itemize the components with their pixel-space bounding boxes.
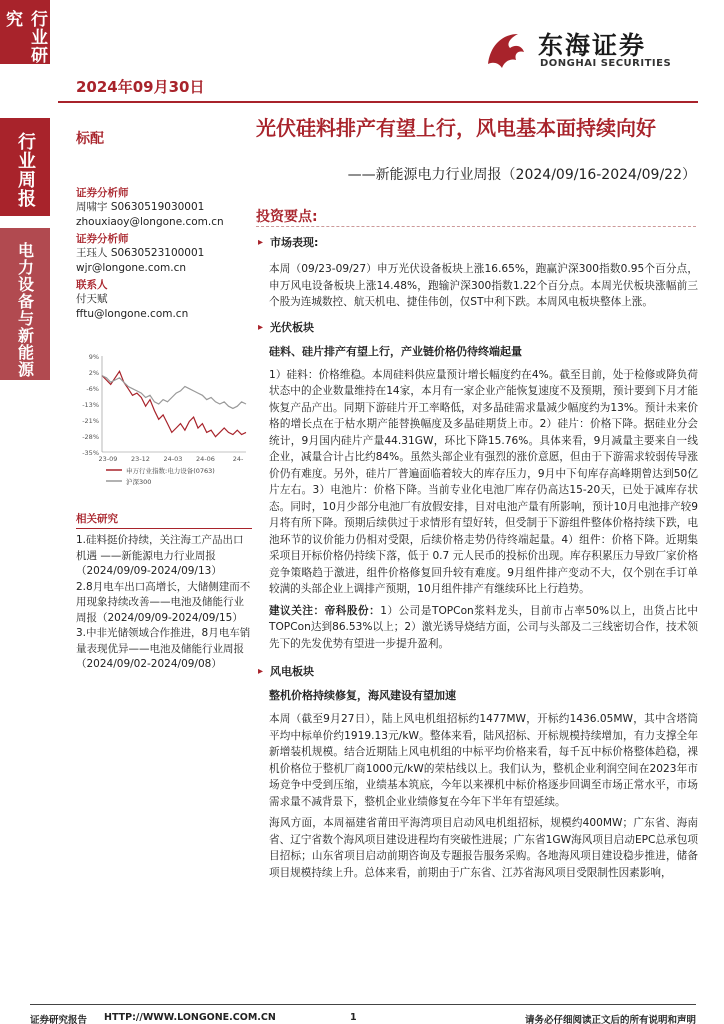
contact-label: 联系人 (76, 279, 108, 291)
pv-focus-paragraph (256, 603, 698, 653)
y-tick-label: -28% (82, 433, 99, 441)
report-title: 光伏硅料排产有望上行，风电基本面持续向好 (256, 116, 656, 140)
pv-subhead: 硅料、硅片排产有望上行，产业链价格仍待终端起量 (269, 344, 522, 358)
report-date: 2024年09月30日 (76, 78, 205, 96)
section-heading: 投资要点: (256, 209, 318, 225)
rating: 标配 (76, 131, 104, 147)
analyst-name: 周啸宇 S0630519030001 (76, 201, 205, 213)
analyst-email[interactable]: zhouxiaoy@longone.com.cn (76, 216, 224, 228)
page-number: 1 (350, 1012, 357, 1023)
footer-disclaimer: 请务必仔细阅读正文后的所有说明和声明 (524, 1015, 696, 1024)
market-bullet: ▸ 市场表现: (256, 235, 698, 251)
analyst-label: 证券分析师 (76, 187, 129, 199)
series-line-0 (102, 371, 246, 436)
contact-name: 付天赋 (76, 293, 108, 305)
analyst-email[interactable]: wjr@longone.com.cn (76, 262, 187, 274)
analyst-name: 王珏人 S0630523100001 (76, 247, 205, 259)
y-tick-label: 2% (88, 369, 99, 377)
left-column (76, 128, 246, 322)
analyst-label: 证券分析师 (76, 233, 129, 245)
wind-offshore-paragraph: 海风方面，本周福建省莆田平海湾项目启动风电机组招标，规模约400MW；广东省、海南省、辽宁省数个海风项目建设进程均有突破性进展；广东省1GW海风项目启动EPC总承包项目招标；山东省项目启动前期咨询及专题报告服务采购。各地海风项目建设稳步推进，储备项目规模持续上升。总体来看，前期由于广东省、江苏省海风项目受限制性因素影响， (269, 817, 698, 879)
y-tick-label: -35% (82, 449, 99, 457)
related-item[interactable]: 3.中非光储领域合作推进，8月电车销量表现优异——电池及储能行业周报（2024/09/02-2024/09/08） (76, 627, 251, 670)
performance-chart (76, 348, 252, 498)
y-tick-label: -21% (82, 417, 99, 425)
logo-cn-text: 东海证券 (538, 31, 647, 60)
side-band-weekly (0, 118, 50, 216)
y-tick-label: -13% (82, 401, 99, 409)
donghai-logo (480, 24, 690, 76)
footer-rule (30, 1004, 696, 1005)
x-tick-label: 23-12 (131, 455, 150, 463)
contact-email[interactable]: fftu@longone.com.cn (76, 308, 189, 320)
x-tick-label: 23-09 (98, 455, 118, 463)
wind-subhead: 整机价格持续修复，海风建设有望加速 (269, 689, 456, 702)
body-content (256, 235, 698, 881)
related-item[interactable]: 1.硅料挺价持续，关注海工产品出口机遇 ——新能源电力行业周报（2024/09/09-2024/09/13） (76, 534, 244, 577)
wind-bullet: ▸ 风电板块 (256, 664, 698, 680)
x-tick-label: 24-06 (196, 455, 215, 463)
related-research (76, 511, 252, 673)
related-item[interactable]: 2.8月电车出口高增长，大储侧建而不用现象持续改善——电池及储能行业周报（2024/09/09-2024/09/15） (76, 580, 251, 624)
x-tick-label: 24- (232, 455, 244, 463)
pv-paragraph: 1）硅料：价格维稳。本周硅料供应量预计增长幅度约在4%。截至目前，处于检修或降负荷状态中的企业数量维持在14家，本月有一家企业产能恢复速度不及预期，预计要到下月才能恢复产品产出。同期下游硅片开工率略低，对多晶硅需求量减少幅度约为13%。预计未来价格的增长点在于枯水期产能替换幅度及多晶硅期货上市。2）硅片：价格下降。据硅业分会统计，9月国内硅片产量44.31GW，环比下降15.76%。具体来看，9月减量主要来自一线企业，减量合计占比约84%。虽然头部企业有强烈的涨价意愿，但由于下游需求较弱传导涨价仍有难度。另外，硅片厂普遍面临着较大的库存压力，9月中下旬库存高峰期曾达到50亿片左右。3）电池片：价格下降。当前专业化电池厂库存仍高达15-20天，已处于减库存状态。同时，10月少部分电池厂有放假安排，目对电池产量有所影响，预计10月电池排产较9月将有所下降。预期后续供过于求情形有望好转，但受制于下游组件整体价格持续下跌，电池环节的议价能力仍相对受限，后续价格走势仍待终端起量。4）组件：价格下降。近期集采项目开标价格仍持续下落，低于 0.7 元人民币的投标价出现。库存积累压力导致厂家价格竞争策略趋于激进，组件价格修复回升较有难度。9月组件排产变动不大，仅个别在手订单较满的头部企业上调排产预期，10月组件排产有继续环比上行趋势。 (269, 368, 698, 595)
side-band-industry-research (0, 0, 50, 64)
logo-en-text: DONGHAI SECURITIES (540, 58, 672, 69)
pv-focus-label: 建议关注：帝科股份： (269, 604, 381, 617)
side-label-sector: 电力设备与新能源 (15, 242, 35, 378)
legend-label: 沪深300 (126, 478, 152, 486)
pv-focus-text: 1）公司是TOPCon浆料龙头，目前市占率50%以上，出货占比中TOPCon达到86.53%以上；2）激光诱导烧结方面，公司与头部及二三线密切合作，技术领先下的先发优势有望进一步提升盈利。 (269, 604, 699, 650)
pv-bullet: ▸ 光伏板块 (256, 320, 698, 336)
related-title: 相关研究 (76, 511, 252, 529)
footer-url[interactable]: HTTP://WWW.LONGONE.COM.CN (104, 1012, 276, 1023)
market-paragraph: 本周（09/23-09/27）申万光伏设备板块上涨16.65%，跑赢沪深300指数0.95个百分点，申万风电设备板块上涨14.48%，跑输沪深300指数1.22个百分点。本周光伏板块涨幅前三个股为连城数控、航天机电、捷佳伟创，仅ST中利下跌。本周风电板块整体上涨。 (269, 263, 698, 308)
header-rule (58, 101, 698, 103)
side-label-weekly: 行业周报 (15, 132, 36, 208)
side-label-industry-research: 行业研究 (2, 10, 47, 64)
y-tick-label: 9% (88, 353, 99, 361)
dragon-logo-icon (480, 24, 530, 74)
section-rule (256, 226, 696, 227)
wind-paragraph: 本周（截至9月27日），陆上风电机组招标约1477MW，开标约1436.05MW，其中含塔筒平均中标单价约1919.13元/kW。整体来看，陆风招标、开标规模持续增加，有力支撑全年新增装机规模。结合近期陆上风电机组的中标平均价格来看，每千瓦中标价格整体趋稳，裸机价格位于整机厂商1000元/kW的荣枯线以上。我们认为，整机企业利润空间在2023年市场竞争中受到压缩，业绩基本筑底，今年以来裸机中标价格逐步回调至市场正常水平，市场需求量不减背景下，整机企业业绩修复在今年下半年有望延续。 (269, 713, 698, 808)
legend-label: 申万行业指数:电力设备(0763) (126, 467, 215, 475)
y-tick-label: -6% (86, 385, 99, 393)
side-band-sector (0, 228, 50, 380)
x-tick-label: 24-03 (163, 455, 183, 463)
footer-report-type: 证券研究报告 (30, 1015, 88, 1024)
report-subtitle: ——新能源电力行业周报（2024/09/16-2024/09/22） (347, 167, 696, 183)
